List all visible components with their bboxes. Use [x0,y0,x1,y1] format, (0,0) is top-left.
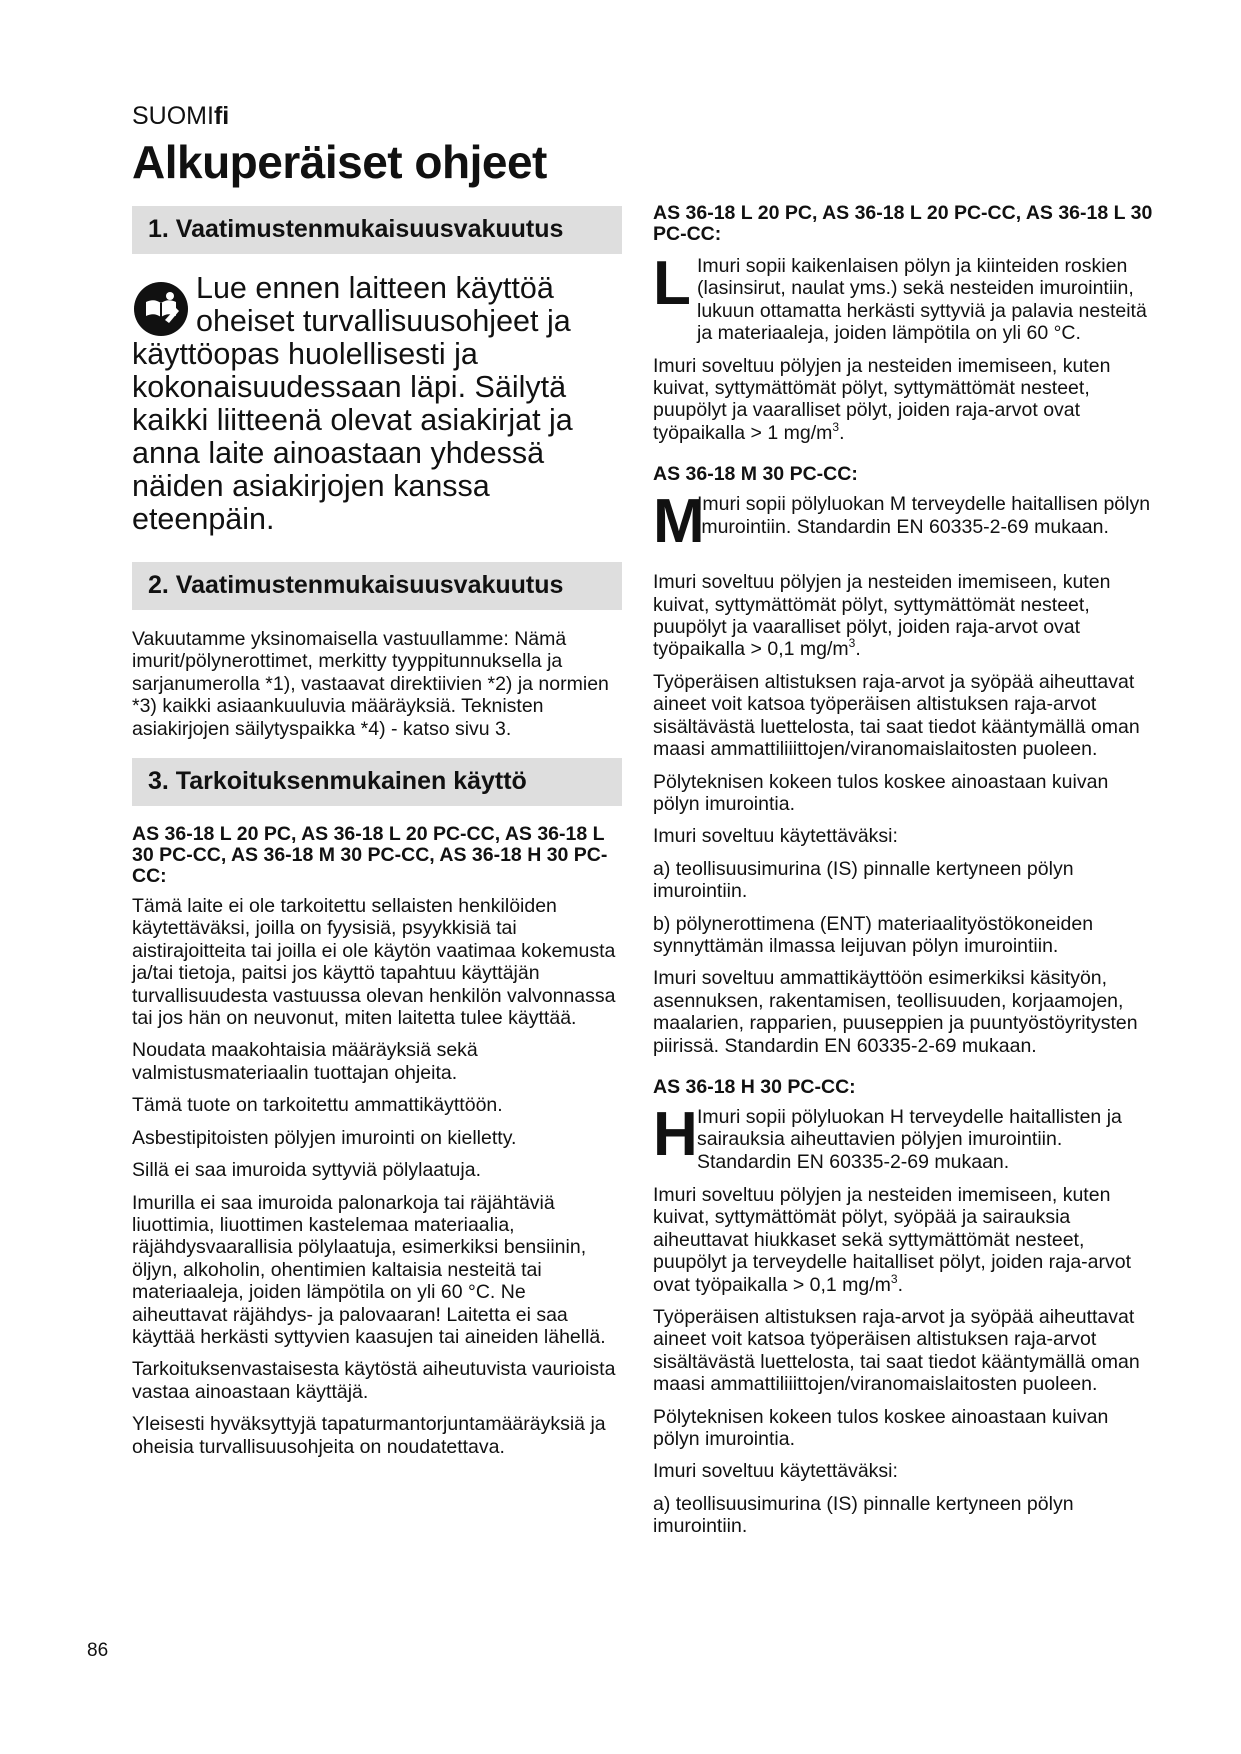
h-class-text: Imuri sopii pölyluokan H terveydelle haitallisten ja sairauksia aiheuttavien pölyjen imurointiin. Standardin EN 60335-2-69 mukaan. [697,1105,1122,1173]
l-class-description [653,249,1159,345]
superscript: 3 [848,636,856,651]
paragraph: Asbestipitoisten pölyjen imurointi on kielletty. [132,1126,517,1149]
m-class-text: Imuri sopii pölyluokan M terveydelle haitallisen pölyn imurointiin. Standardin EN 60335-2-69 mukaan. [697,493,1151,538]
paragraph: Noudata maakohtaisia määräyksiä sekä valmistusmateriaalin tuottajan ohjeita. [132,1039,478,1084]
m-class-heading: AS 36-18 M 30 PC-CC: [653,463,858,486]
paragraph [653,571,1159,661]
paragraph: Työperäisen altistuksen raja-arvot ja syöpää aiheuttavat aineet voit katsoa työperäisen altistuksen raja-arvot sisältävästä luettelosta, tai saat tiedot kääntymällä oman maasi ammattiliiittojen/viranomaislaitosten puoleen. [653,1306,1140,1396]
paragraph: Pölyteknisen kokeen tulos koskee ainoastaan kuivan pölyn imurointia. [653,1405,1109,1451]
read-manual-icon [132,280,190,338]
paragraph: Tämä laite ei ole tarkoitettu sellaisten henkilöiden käytettäväksi, joilla on fyysisiä, psyykkisiä tai aistirajoitteita tai joilla ei ole käytön vaatimaa kokemusta ja/tai tietoja, paitsi jos käyttö tapahtuu käyttäjän turvallisuudesta vastuussa olevan henkilön valvonnassa tai jos hän on neuvonut, miten laitetta tulee käyttää. [132,895,616,1030]
m-class-dropcap: M [653,487,704,557]
superscript: 3 [832,419,840,434]
paragraph: Tarkoituksenvastaisesta käytöstä aiheutuvista vaurioista vastaa ainoastaan käyttäjä. [132,1358,616,1403]
paragraph [653,1184,1159,1296]
paragraph: a) teollisuusimurina (IS) pinnalle kertyneen pölyn imurointiin. [653,857,1074,903]
paragraph: Imurilla ei saa imuroida palonarkoja tai räjähtäviä liuottimia, liuottimen kastelemaa materiaalia, räjähdysvaarallisia pölylaatuja, esimerkiksi bensiinin, öljyn, alkoholin, ohentimien kaltaisia nesteitä tai materiaaleja, joiden lämpötila on yli 60 °C. Ne aiheuttavat räjähdys- ja palovaaran! Laitetta ei saa käyttää herkästi syttyvien kaasujen tai aineiden lähellä. [132,1191,606,1348]
page-title: Alkuperäiset ohjeet [132,136,547,188]
h-class-heading: AS 36-18 H 30 PC-CC: [653,1075,856,1098]
paragraph: Imuri soveltuu käytettäväksi: [653,1460,898,1483]
models-heading: AS 36-18 L 20 PC, AS 36-18 L 20 PC-CC, AS 36-18 L 30 PC-CC, AS 36-18 M 30 PC-CC, AS 36-18 H 30 PC-CC: [132,823,608,888]
h-class-description [653,1099,1159,1174]
l-class-heading: AS 36-18 L 20 PC, AS 36-18 L 20 PC-CC, AS 36-18 L 30 PC-CC: [653,202,1153,245]
l-class-text: Imuri sopii kaikenlaisen pölyn ja kiinteiden roskien (lasinsirut, naulat yms.) sekä nesteiden imurointiin, lukuun ottamatta herkästi syttyviä ja palavia nesteitä ja materiaaleja, joiden lämpötila on yli 60 °C. [697,255,1147,345]
m-class-limits: Imuri soveltuu pölyjen ja nesteiden imemiseen, kuten kuivat, syttymättömät pölyt, syttymättömät nesteet, puupölyt ja vaaralliset pölyt, joiden raja-arvot ovat työpaikalla > 0,1 mg/m [653,571,1111,661]
paragraph: Työperäisen altistuksen raja-arvot ja syöpää aiheuttavat aineet voit katsoa työperäisen altistuksen raja-arvot sisältävästä luettelosta, tai saat tiedot kääntymällä oman maasi ammattiliiittojen/viranomaislaitosten puoleen. [653,670,1140,761]
paragraph: Yleisesti hyväksyttyjä tapaturmantorjuntamääräyksiä ja oheisia turvallisuusohjeita on noudatettava. [132,1413,606,1458]
right-column [653,203,1159,1548]
h-class-limits: Imuri soveltuu pölyjen ja nesteiden imemiseen, kuten kuivat, syttymättömät pölyt, syöpää ja sairauksia aiheuttavat hiukkaset sekä syttymättömät nesteet, puupölyt ja terveydelle haitalliset pölyt, joiden raja-arvot ovat työpaikalla > 0,1 mg/m [653,1183,1132,1296]
paragraph: Tämä tuote on tarkoitettu ammattikäyttöön. [132,1094,503,1117]
left-column [132,206,622,1468]
superscript: 3 [890,1271,898,1286]
paragraph [653,355,1159,445]
h-class-dropcap: H [653,1099,697,1169]
section-1-heading: 1. Vaatimustenmukaisuusvakuutus [132,206,622,254]
period: . [839,421,845,444]
l-class-limits: Imuri soveltuu pölyjen ja nesteiden imemiseen, kuten kuivat, syttymättömät pölyt, syttymättömät nesteet, puupölyt ja vaaralliset pölyt, joiden raja-arvot ovat työpaikalla > 1 mg/m [653,354,1111,444]
warning-text: Lue ennen laitteen käyttöä oheiset turvallisuusohjeet ja käyttöopas huolellisesti ja kokonaisuudessaan läpi. Säilytä kaikki liitteenä olevat asiakirjat ja anna laite ainoastaan yhdessä näiden asiakirjojen kanssa eteenpäin. [132,271,573,536]
section-3-heading: 3. Tarkoituksenmukainen käyttö [132,758,622,806]
paragraph: Imuri soveltuu ammattikäyttöön esimerkiksi käsityön, asennuksen, rakentamisen, teollisuuden, korjaamojen, maalarien, rapparien, puuseppien ja puuntyöstöyritysten piirissä. Standardin EN 60335-2-69 mukaan. [653,967,1138,1057]
l-class-dropcap: L [653,249,690,318]
section-2-heading: 2. Vaatimustenmukaisuusvakuutus [132,562,622,610]
paragraph: Pölyteknisen kokeen tulos koskee ainoastaan kuivan pölyn imurointia. [653,770,1109,815]
paragraph: Imuri soveltuu käytettäväksi: [653,825,898,848]
m-class-description [653,487,1159,561]
period: . [897,1273,904,1296]
paragraph: b) pölynerottimena (ENT) materiaalityöstökoneiden synnyttämän ilmassa leijuvan pölyn imurointiin. [653,912,1094,957]
language-label: SUOMIfi [132,102,230,130]
paragraph: Sillä ei saa imuroida syttyviä pölylaatuja. [132,1159,482,1182]
declaration-text: Vakuutamme yksinomaisella vastuullamme: Nämä imurit/pölynerottimet, merkitty tyyppitunnuksella ja sarjanumerolla *1), vastaavat direktiivien *2) ja normien *3) kaikki asiaankuuluvia määräyksiä. Teknisten asiakirjojen säilytyspaikka *4) - katso sivu 3. [132,628,609,740]
period: . [855,638,861,661]
read-manual-warning [132,272,622,536]
paragraph: a) teollisuusimurina (IS) pinnalle kertyneen pölyn imurointiin. [653,1492,1074,1538]
page-number: 86 [87,1640,109,1661]
